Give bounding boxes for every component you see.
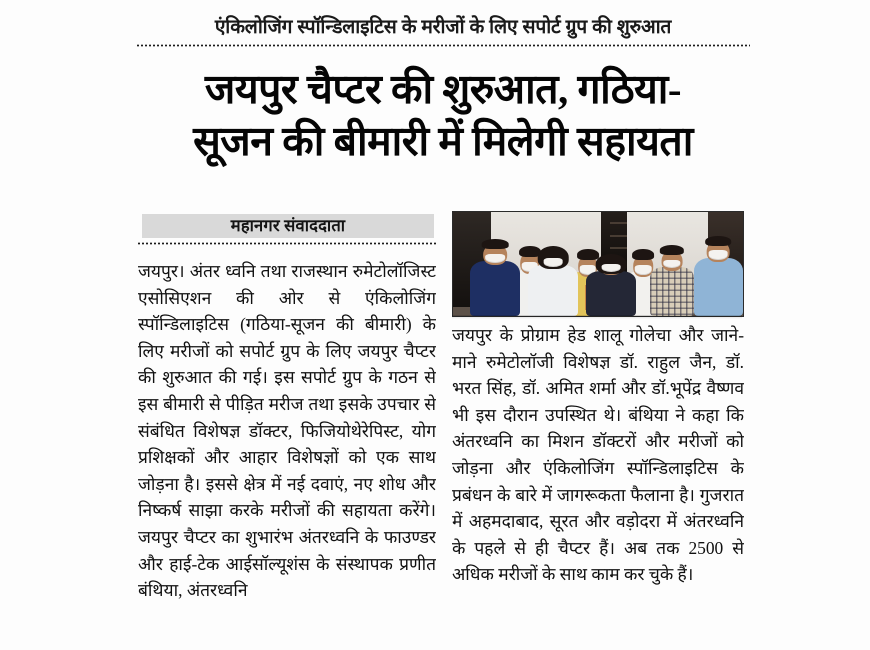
article-column-right — [452, 322, 744, 650]
byline-band — [142, 214, 434, 238]
photo-person-front-lightblue-shirt — [694, 231, 743, 316]
photo-shelf-line-1 — [610, 222, 627, 224]
headline-line-1: जयपुर चैप्टर की शुरुआत, गठिया- — [204, 66, 682, 112]
byline-dotted-rule — [137, 242, 436, 245]
photo-bottom-shadow — [452, 315, 742, 319]
article-body-right: जयपुर के प्रोग्राम हेड शालू गोलेचा और जाने-माने रुमेटोलॉजी विशेषज्ञ डॉ. राहुल जैन, डॉ. भरत सिंह, डॉ. अमित शर्मा और डॉ.भूपेंद्र वैष्णव भी इस दौरान उपस्थित थे। बंथिया ने कहा कि अंतरध्वनि का मिशन डॉक्टरों और मरीजों को जोड़ना और एंकिलोजिंग स्पॉन्डिलाइटिस के प्रबंधन के बारे में जागरूकता फैलाना है। गुजरात में अहमदाबाद, सूरत और वड़ोदरा में अंतरध्वनि के पहले से ही चैप्टर हैं। अब तक 2500 से अधिक मरीजों के साथ काम कर चुके हैं। — [452, 325, 744, 585]
article-column-left — [138, 258, 436, 650]
group-photo — [452, 211, 744, 317]
kicker-dotted-rule — [136, 44, 750, 47]
photo-person-front-dark-print — [586, 243, 635, 316]
article-body-left: जयपुर। अंतर ध्वनि तथा राजस्थान रुमेटोलॉजिस्ट एसोसिएशन की ओर से एंकिलोजिंग स्पॉन्डिलाइटिस (गठिया-सूजन की बीमारी) के लिए मरीजों को सपोर्ट ग्रुप के लिए जयपुर चैप्टर की शुरुआत की गई। इस सपोर्ट ग्रुप के गठन से इस बीमारी से पीड़ित मरीज तथा इसके उपचार से संबंधित विशेषज्ञ डॉक्टर, फिजियोथेरेपिस्ट, योग प्रशिक्षकों और आहार विशेषज्ञों को एक साथ जोड़ना है। इससे क्षेत्र में नई दवाएं, नए शोध और निष्कर्ष साझा करके मरीजों की सहायता करेंगे। जयपुर चैप्टर का शुभारंभ अंतरध्वनि के फाउण्डर और हाई-टेक आईसॉल्यूशंस के संस्थापक प्रणीत बंथिया, अंतरध्वनि — [138, 261, 436, 601]
photo-person-front-plaid-shirt — [650, 239, 694, 316]
byline-text: महानगर संवाददाता — [230, 216, 346, 235]
page-title — [136, 63, 750, 167]
photo-person-front-white-kurta — [528, 237, 577, 316]
photo-shelf-line-2 — [610, 235, 627, 237]
headline-line-2: सूजन की बीमारी में मिलेगी सहायता — [193, 118, 693, 164]
photo-person-front-navy-shirt — [470, 233, 519, 316]
group-photo-scene — [453, 212, 743, 316]
kicker-block — [136, 14, 750, 47]
kicker-headline: एंकिलोजिंग स्पॉन्डिलाइटिस के मरीजों के लिए सपोर्ट ग्रुप की शुरुआत — [214, 16, 672, 38]
